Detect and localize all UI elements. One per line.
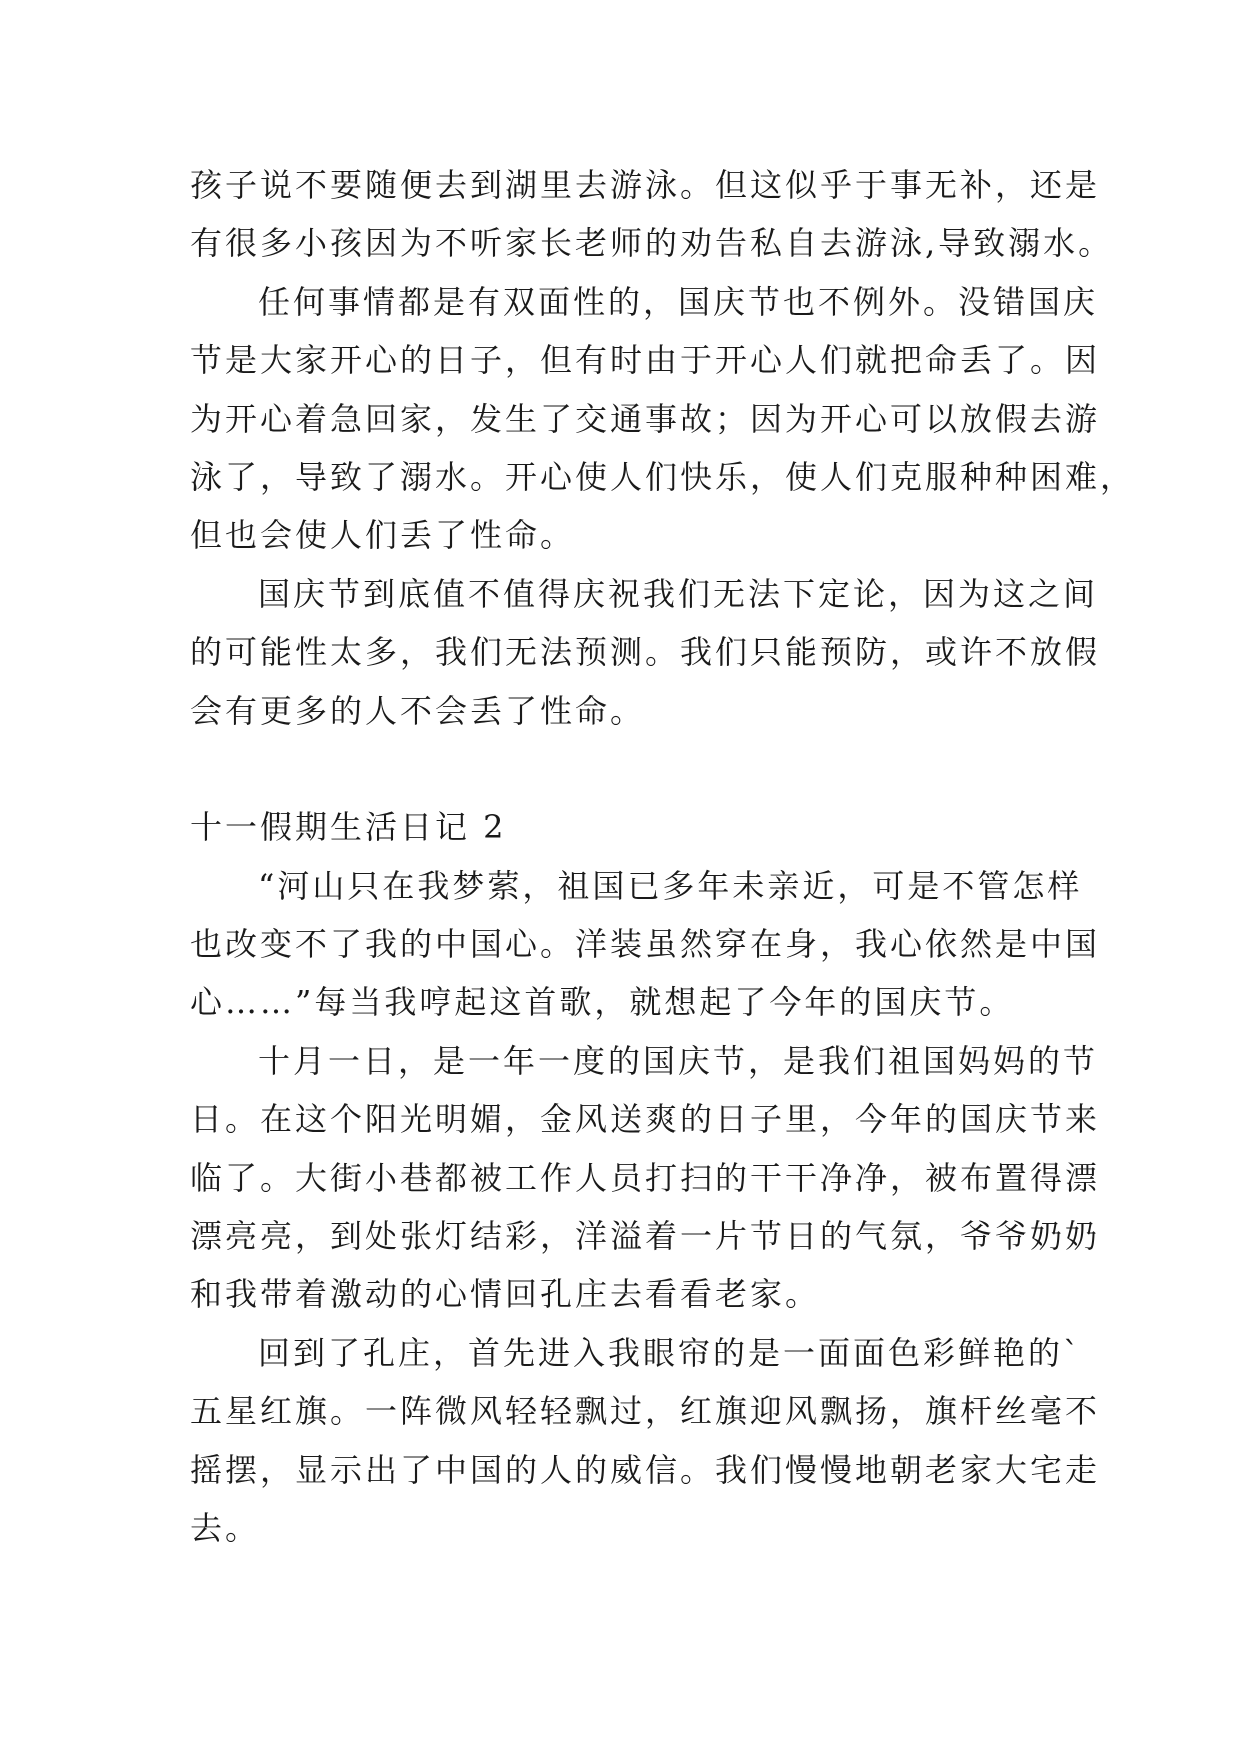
text-line: 心……”每当我哼起这首歌，就想起了今年的国庆节。 [190, 983, 1015, 1022]
text-line: 和我带着激动的心情回孔庄去看看老家。 [190, 1275, 821, 1314]
text-line: 漂亮亮，到处张灯结彩，洋溢着一片节日的气氛，爷爷奶奶 [190, 1217, 1101, 1256]
paragraph-start-line: 十月一日，是一年一度的国庆节，是我们祖国妈妈的节 [258, 1041, 1099, 1080]
document-body [190, 156, 1136, 1557]
paragraph-start-line: 回到了孔庄，首先进入我眼帘的是一面面色彩鲜艳的` [258, 1333, 1083, 1372]
text-line: 摇摆，显示出了中国的人的威信。我们慢慢地朝老家大宅走 [190, 1450, 1101, 1489]
text-line: 去。 [190, 1508, 261, 1547]
text-line: 有很多小孩因为不听家长老师的劝告私自去游泳,导致溺水。 [190, 224, 1114, 263]
text-line: 孩子说不要随便去到湖里去游泳。但这似乎于事无补，还是 [190, 166, 1101, 204]
section-title: 十一假期生活日记 2 [190, 808, 507, 847]
text-line: 但也会使人们丢了性命。 [190, 516, 576, 555]
text-line: 节是大家开心的日子，但有时由于开心人们就把命丢了。因 [190, 341, 1101, 380]
section-gap [190, 740, 1090, 798]
text-line: 临了。大街小巷都被工作人员打扫的干干净净，被布置得漂 [190, 1158, 1101, 1197]
text-line: 也改变不了我的中国心。洋装虽然穿在身，我心依然是中国 [190, 925, 1101, 964]
paragraph-start-line: 任何事情都是有双面性的，国庆节也不例外。没错国庆 [258, 282, 1099, 321]
text-line: 日。在这个阳光明媚，金风送爽的日子里，今年的国庆节来 [190, 1100, 1101, 1139]
text-line: 为开心着急回家，发生了交通事故；因为开心可以放假去游 [190, 399, 1101, 438]
text-line: 泳了，导致了溺水。开心使人们快乐，使人们克服种种困难， [190, 457, 1136, 496]
text-line: 的可能性太多，我们无法预测。我们只能预防，或许不放假 [190, 633, 1101, 672]
text-line: 五星红旗。一阵微风轻轻飘过，红旗迎风飘扬，旗杆丝毫不 [190, 1392, 1101, 1431]
text-line: 会有更多的人不会丢了性命。 [190, 691, 646, 730]
paragraph-start-line: “河山只在我梦萦，祖国已多年未亲近，可是不管怎样 [258, 866, 1083, 905]
paragraph-start-line: 国庆节到底值不值得庆祝我们无法下定论，因为这之间 [258, 574, 1099, 613]
